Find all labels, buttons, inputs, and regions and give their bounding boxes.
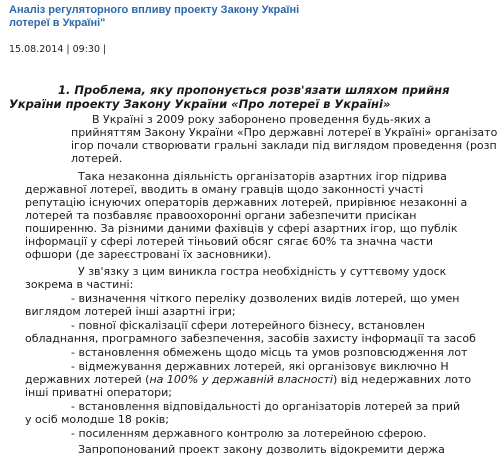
list-item-line: - повної фіскалізації сфери лотерейного бізнесу, встановлен	[71, 319, 425, 332]
paragraph-line: прийняттям Закону України «Про державні лотереї в Україні» організато	[71, 126, 497, 139]
list-item-line: - встановлення обмежень щодо місць та умов розповсюдження лот	[71, 346, 468, 359]
paragraph-line: зокрема в частині:	[25, 278, 134, 291]
article-date: 15.08.2014 | 09:30 |	[9, 44, 107, 55]
paragraph-line: В Україні з 2009 року заборонено проведення будь-яких а	[92, 113, 431, 126]
section-heading-line-1: 1. Проблема, яку пропонується розв'язати шляхом прийня	[58, 83, 450, 97]
list-item-line: - визначення чіткого переліку дозволених видів лотерей, що умен	[71, 292, 460, 305]
paragraph-line: інформації у сфері лотерей тіньовий обсяг сягає 60% та значна части	[25, 235, 434, 248]
paragraph-line: лотерей та позбавляє правоохоронні органи забезпечити присікан	[25, 209, 417, 222]
list-item-line: виглядом лотерей інші азартні ігри;	[25, 305, 236, 318]
list-item-line: обладнання, програмного забезпечення, засобів захисту інформації та засоб	[25, 332, 476, 345]
list-item-line: у осіб молодше 18 років;	[25, 413, 169, 426]
section-heading-line-2: України проекту Закону України «Про лотереї в Україні»	[9, 97, 391, 111]
paragraph-line: лотерей.	[71, 152, 123, 165]
paragraph-line: Запропонований проект закону дозволить відокремити держа	[78, 443, 445, 456]
paragraph-line: репутацію існуючих операторів державних лотерей, прирівнює незаконні а	[25, 196, 468, 209]
paragraph-line: ігор почали створювати гральні заклади під виглядом проведення (розп	[71, 139, 497, 152]
paragraph-line: офшори (де зареєстровані їх засновники).	[25, 248, 272, 261]
paragraph-line: поширенню. За різними даними фахівців у сфері азартних ігор, що публік	[25, 222, 458, 235]
paragraph-line: державної лотереї, вводить в оману гравців щодо законності участі	[25, 183, 424, 196]
list-item-line: державних лотерей (на 100% у державній власності) від недержавних лото	[25, 373, 472, 386]
title-line-1: Аналіз регуляторного впливу проекту Закону Україні	[9, 4, 300, 16]
paragraph-line: У зв'язку з цим виникла гостра необхідність у суттєвому удоск	[78, 265, 447, 278]
title-line-2: лотереї в Україні"	[9, 17, 106, 29]
list-item-line: - посиленням державного контролю за лотерейною сферою.	[71, 427, 427, 440]
list-item-line: інші приватні оператори;	[25, 386, 172, 399]
list-item-line: - встановлення відповідальності до організаторів лотерей за прий	[71, 400, 461, 413]
list-item-line: - відмежування державних лотерей, які організовує виключно Н	[71, 360, 449, 373]
paragraph-line: Така незаконна діяльність організаторів азартних ігор підрива	[78, 170, 447, 183]
